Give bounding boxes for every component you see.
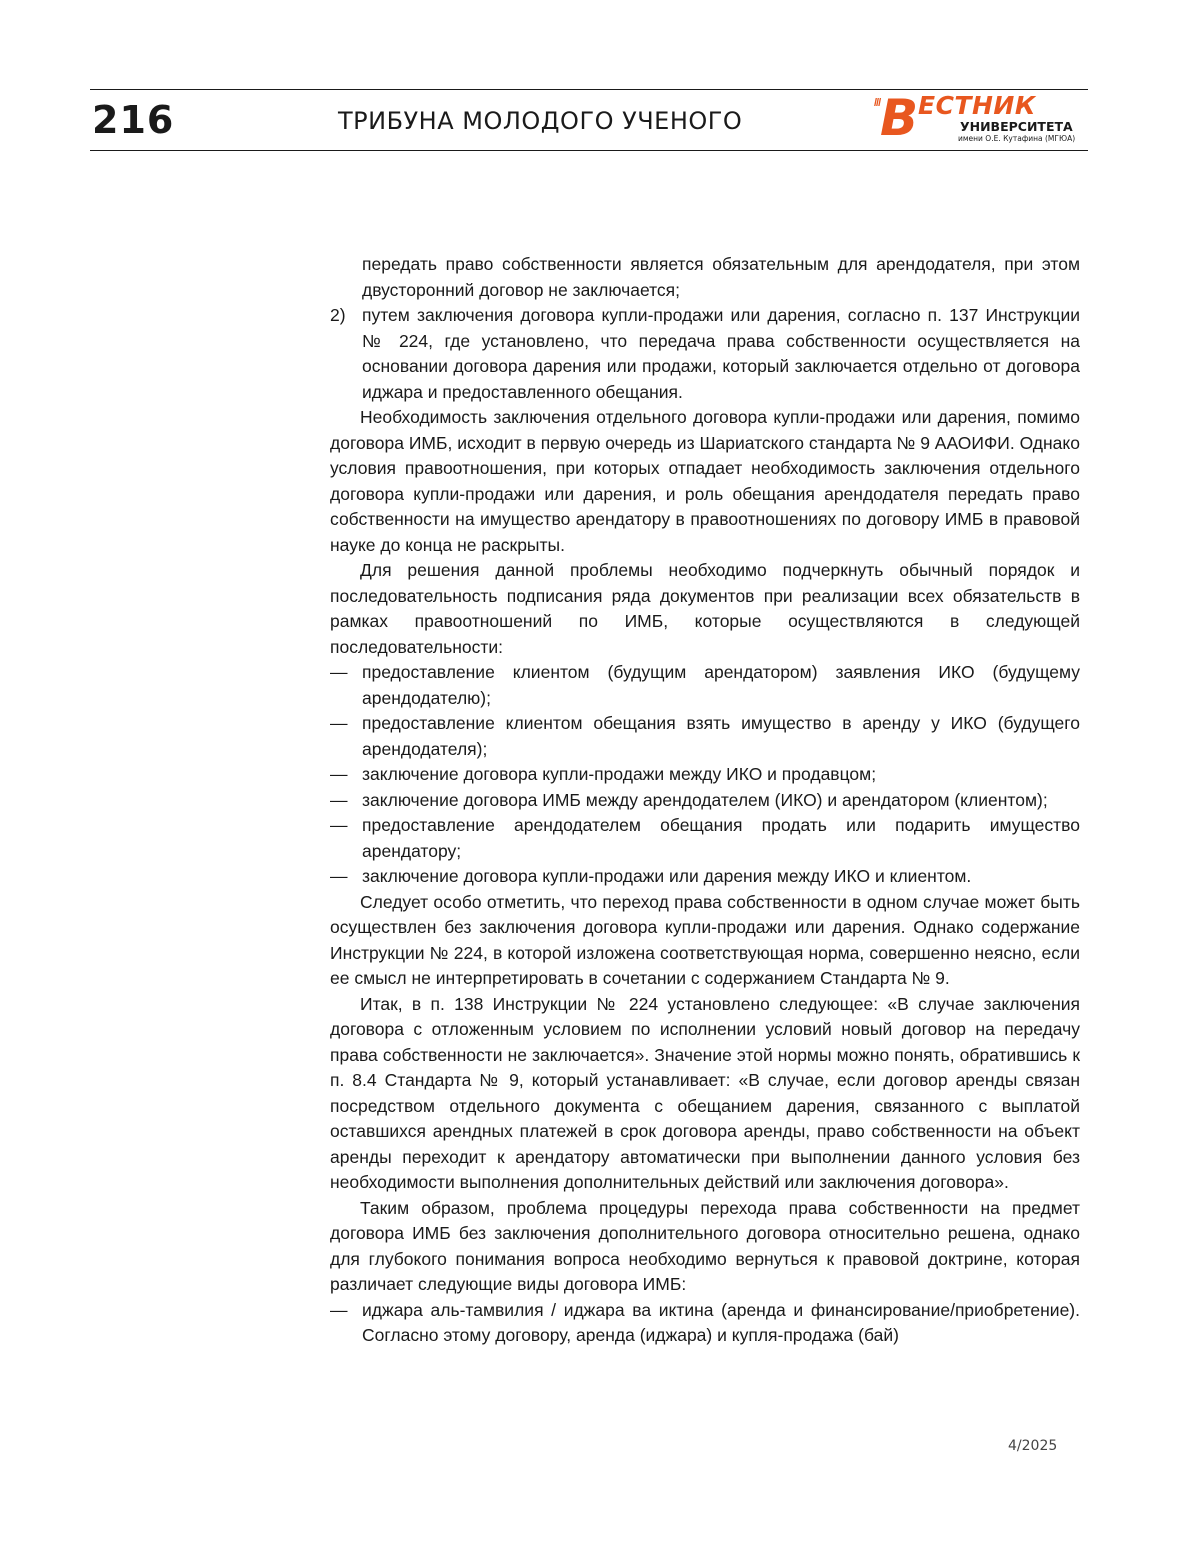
logo-tagline: имени О.Е. Кутафина (МГЮА) bbox=[958, 134, 1075, 143]
dash-list-item bbox=[330, 711, 1080, 762]
dash-marker: — bbox=[330, 864, 362, 890]
logo-brand: ЕСТНИК bbox=[918, 93, 1036, 119]
journal-logo bbox=[880, 93, 1090, 149]
dash-list-item-text: заключение договора ИМБ между арендодателем (ИКО) и арендатором (клиентом); bbox=[362, 788, 1080, 814]
dash-list-item-text: предоставление клиентом обещания взять имущество в аренду у ИКО (будущего арендодателя); bbox=[362, 711, 1080, 762]
dash-list-item bbox=[330, 813, 1080, 864]
dash-list-item-text: заключение договора купли-продажи или дарения между ИКО и клиентом. bbox=[362, 864, 1080, 890]
section-title: ТРИБУНА МОЛОДОГО УЧЕНОГО bbox=[338, 107, 742, 135]
dash-list-item-text: иджара аль-тамвилия / иджара ва иктина (аренда и финансирование/приобретение). Согласно этому договору, аренда (иджара) и купля-продажа (бай) bbox=[362, 1298, 1080, 1349]
page-number: 216 bbox=[92, 98, 174, 142]
paragraph: Таким образом, проблема процедуры перехода права собственности на предмет договора ИМБ без заключения дополнительного договора относительно решена, однако для глубокого понимания вопроса необходимо вернуться к правовой доктрине, которая различает следующие виды договора ИМБ: bbox=[330, 1196, 1080, 1298]
dash-marker: — bbox=[330, 711, 362, 762]
numbered-item bbox=[330, 303, 1080, 405]
dash-list-item bbox=[330, 1298, 1080, 1349]
dash-list-item-text: предоставление клиентом (будущим арендатором) заявления ИКО (будущему арендодателю); bbox=[362, 660, 1080, 711]
header-top-rule bbox=[90, 89, 1088, 90]
logo-speed-lines-icon: /// bbox=[874, 97, 880, 109]
list-item-continuation: передать право собственности является обязательным для арендодателя, при этом двусторонний договор не заключается; bbox=[362, 252, 1080, 303]
dash-marker: — bbox=[330, 813, 362, 864]
dash-list-item bbox=[330, 660, 1080, 711]
dash-marker: — bbox=[330, 660, 362, 711]
list-marker: 2) bbox=[330, 303, 362, 405]
logo-subtitle: УНИВЕРСИТЕТА bbox=[960, 120, 1073, 134]
paragraph: Для решения данной проблемы необходимо подчеркнуть обычный порядок и последовательность подписания ряда документов при реализации всех обязательств в рамках правоотношений по ИМБ, которые осуществляются в следующей последовательности: bbox=[330, 558, 1080, 660]
paragraph: Следует особо отметить, что переход права собственности в одном случае может быть осуществлен без заключения договора купли-продажи или дарения. Однако содержание Инструкции № 224, в которой изложена соответствующая норма, совершенно неясно, если ее смысл не интерпретировать в сочетании с содержанием Стандарта № 9. bbox=[330, 890, 1080, 992]
dash-list-item-text: заключение договора купли-продажи между ИКО и продавцом; bbox=[362, 762, 1080, 788]
dash-marker: — bbox=[330, 762, 362, 788]
paragraph: Итак, в п. 138 Инструкции № 224 установлено следующее: «В случае заключения договора с отложенным условием по исполнении условий новый договор на передачу права собственности не заключается». Значение этой нормы можно понять, обратившись к п. 8.4 Стандарта № 9, который устанавливает: «В случае, если договор аренды связан посредством отдельного документа с обещанием дарения, связанного с выплатой оставшихся арендных платежей в срок договора аренды, право собственности на объект аренды переходит к арендатору автоматически при выполнении данного условия без необходимости выполнения дополнительных действий или заключения договора». bbox=[330, 992, 1080, 1196]
issue-number: 4/2025 bbox=[1008, 1438, 1057, 1454]
dash-list-item bbox=[330, 788, 1080, 814]
paragraph: Необходимость заключения отдельного договора купли-продажи или дарения, помимо договора ИМБ, исходит в первую очередь из Шариатского стандарта № 9 ААОИФИ. Однако условия правоотношения, при которых отпадает необходимость заключения отдельного договора купли-продажи или дарения, и роль обещания арендодателя передать право собственности на имущество арендатору в правоотношениях по договору ИМБ в правовой науке до конца не раскрыты. bbox=[330, 405, 1080, 558]
dash-marker: — bbox=[330, 1298, 362, 1349]
article-body bbox=[330, 252, 1080, 1349]
logo-mark: В bbox=[880, 93, 918, 143]
dash-marker: — bbox=[330, 788, 362, 814]
numbered-item-text: путем заключения договора купли-продажи или дарения, согласно п. 137 Инструкции № 224, где установлено, что передача права собственности осуществляется на основании договора дарения или продажи, который заключается отдельно от договора иджара и предоставленного обещания. bbox=[362, 303, 1080, 405]
dash-list-item-text: предоставление арендодателем обещания продать или подарить имущество арендатору; bbox=[362, 813, 1080, 864]
dash-list-item bbox=[330, 864, 1080, 890]
dash-list-item bbox=[330, 762, 1080, 788]
header-bottom-rule bbox=[90, 150, 1088, 151]
